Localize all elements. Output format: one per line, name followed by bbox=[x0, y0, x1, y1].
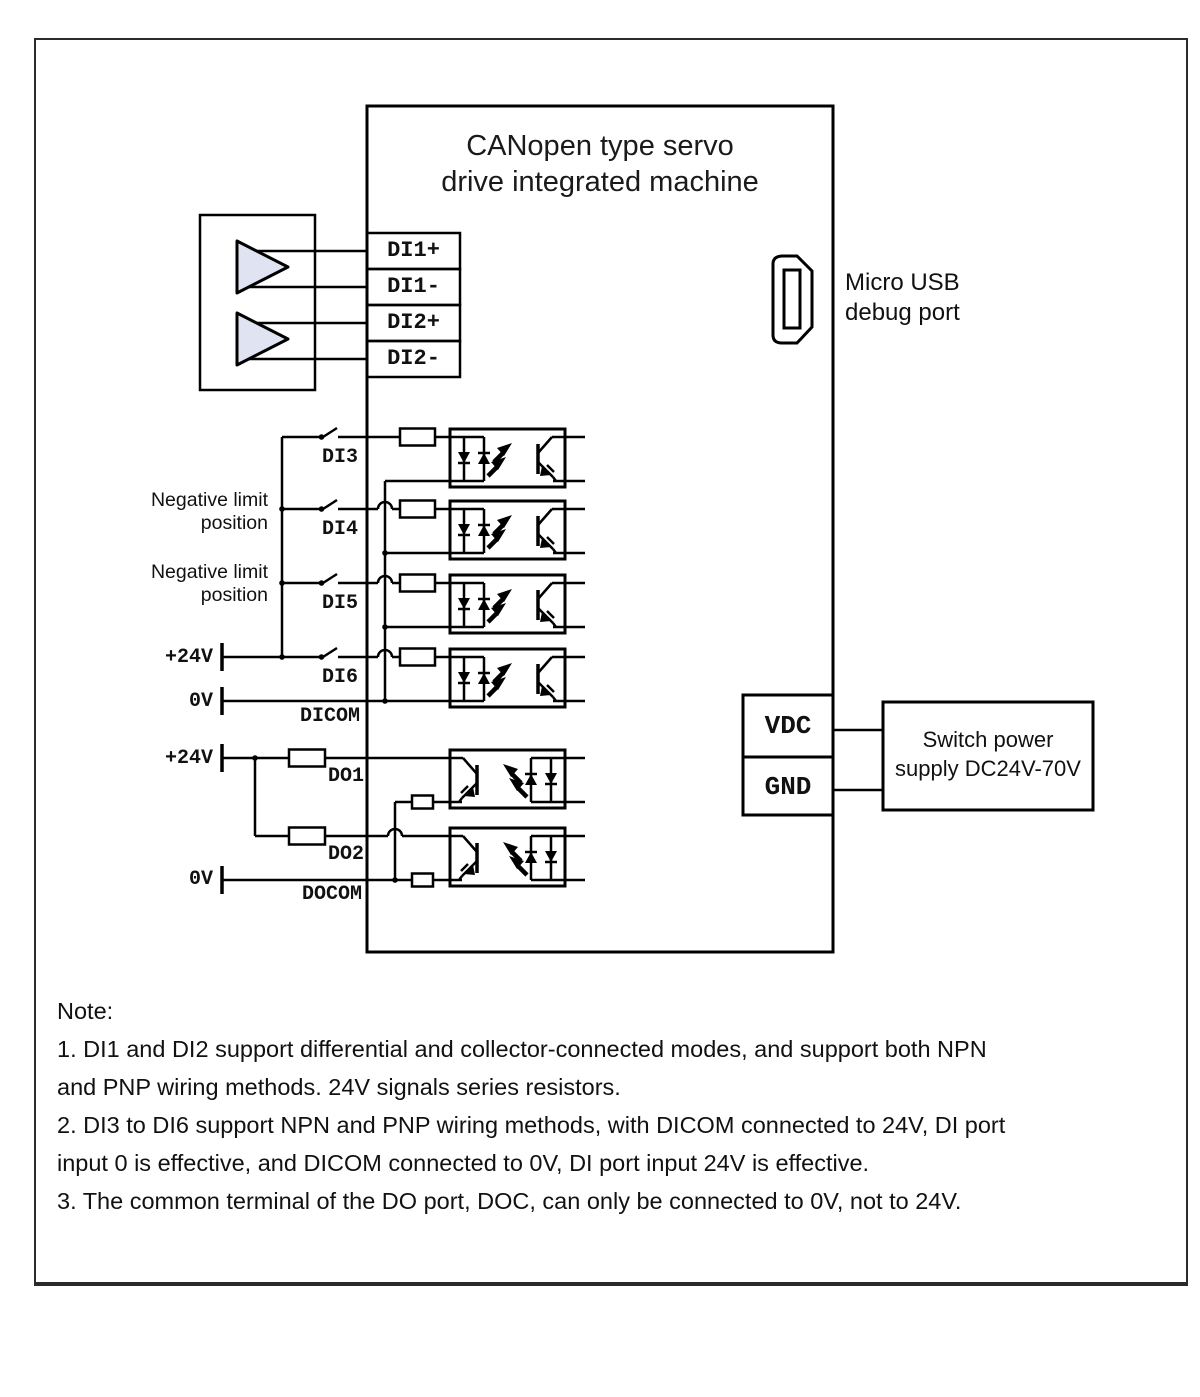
label-di4: DI4 bbox=[322, 518, 359, 541]
note-line: input 0 is effective, and DICOM connected to 0V, DI port input 24V is effective. bbox=[57, 1150, 870, 1176]
note-line: 3. The common terminal of the DO port, DOC, can only be connected to 0V, not to 24V. bbox=[57, 1188, 962, 1214]
optocoupler-icon bbox=[450, 828, 565, 886]
title-line1: CANopen type servo bbox=[466, 130, 734, 162]
label-do2: DO2 bbox=[328, 843, 365, 866]
optocoupler-icon bbox=[450, 649, 565, 707]
switch-contact-icon bbox=[323, 428, 337, 437]
switch-contact-icon bbox=[323, 574, 337, 583]
label-di3: DI3 bbox=[322, 446, 359, 469]
optocoupler-icon bbox=[450, 575, 565, 633]
note-line: 1. DI1 and DI2 support differential and collector-connected modes, and support both NPN bbox=[57, 1036, 987, 1062]
terminal-di2-minus: DI2- bbox=[387, 346, 440, 371]
di5-annotation: Negative limit position bbox=[150, 561, 268, 606]
usb-label bbox=[845, 268, 960, 328]
optocoupler-icon bbox=[450, 501, 565, 559]
resistor-icon bbox=[400, 649, 435, 666]
note-line: 2. DI3 to DI6 support NPN and PNP wiring methods, with DICOM connected to 24V, DI port bbox=[57, 1112, 1006, 1138]
resistor-icon bbox=[400, 501, 435, 518]
label-do1: DO1 bbox=[328, 765, 365, 788]
micro-usb-icon bbox=[773, 256, 812, 343]
label-docom: DOCOM bbox=[302, 883, 363, 906]
label-di-24v: +24V bbox=[164, 646, 213, 669]
switch-contact-icon bbox=[323, 648, 337, 657]
resistor-icon bbox=[289, 828, 325, 845]
usb-label-line1: Micro USB bbox=[845, 269, 960, 296]
optocoupler-icon bbox=[450, 750, 565, 808]
terminal-di1-plus: DI1+ bbox=[387, 238, 440, 263]
resistor-icon bbox=[289, 750, 325, 767]
label-dicom: DICOM bbox=[300, 705, 361, 728]
resistor-icon bbox=[400, 429, 435, 446]
line-driver-icon bbox=[237, 241, 288, 293]
note-line: and PNP wiring methods. 24V signals series resistors. bbox=[57, 1074, 621, 1100]
switch-contact-icon bbox=[323, 500, 337, 509]
optocoupler-icon bbox=[450, 429, 565, 487]
title-line2: drive integrated machine bbox=[441, 166, 759, 198]
label-di5: DI5 bbox=[322, 592, 359, 615]
differential-source-box bbox=[200, 215, 367, 390]
notes-heading: Note: bbox=[57, 998, 114, 1024]
label-do-24v: +24V bbox=[164, 747, 213, 770]
notes-block bbox=[57, 992, 1005, 1220]
page-title bbox=[367, 128, 833, 200]
power-supply-label: Switch power supply DC24V-70V bbox=[895, 727, 1081, 781]
label-do-0v: 0V bbox=[188, 868, 213, 891]
label-di6: DI6 bbox=[322, 666, 359, 689]
di6-wire bbox=[222, 643, 585, 701]
usb-label-line2: debug port bbox=[845, 299, 960, 326]
label-vdc: VDC bbox=[764, 711, 812, 741]
di-bus bbox=[279, 437, 388, 701]
label-di-0v: 0V bbox=[188, 690, 213, 713]
resistor-icon bbox=[412, 874, 433, 887]
line-driver-icon bbox=[237, 313, 288, 365]
resistor-icon bbox=[400, 575, 435, 592]
label-gnd: GND bbox=[764, 772, 812, 802]
terminal-di1-minus: DI1- bbox=[387, 274, 440, 299]
resistor-icon bbox=[412, 796, 433, 809]
terminal-di2-plus: DI2+ bbox=[387, 310, 440, 335]
di4-annotation: Negative limit position bbox=[150, 489, 268, 534]
